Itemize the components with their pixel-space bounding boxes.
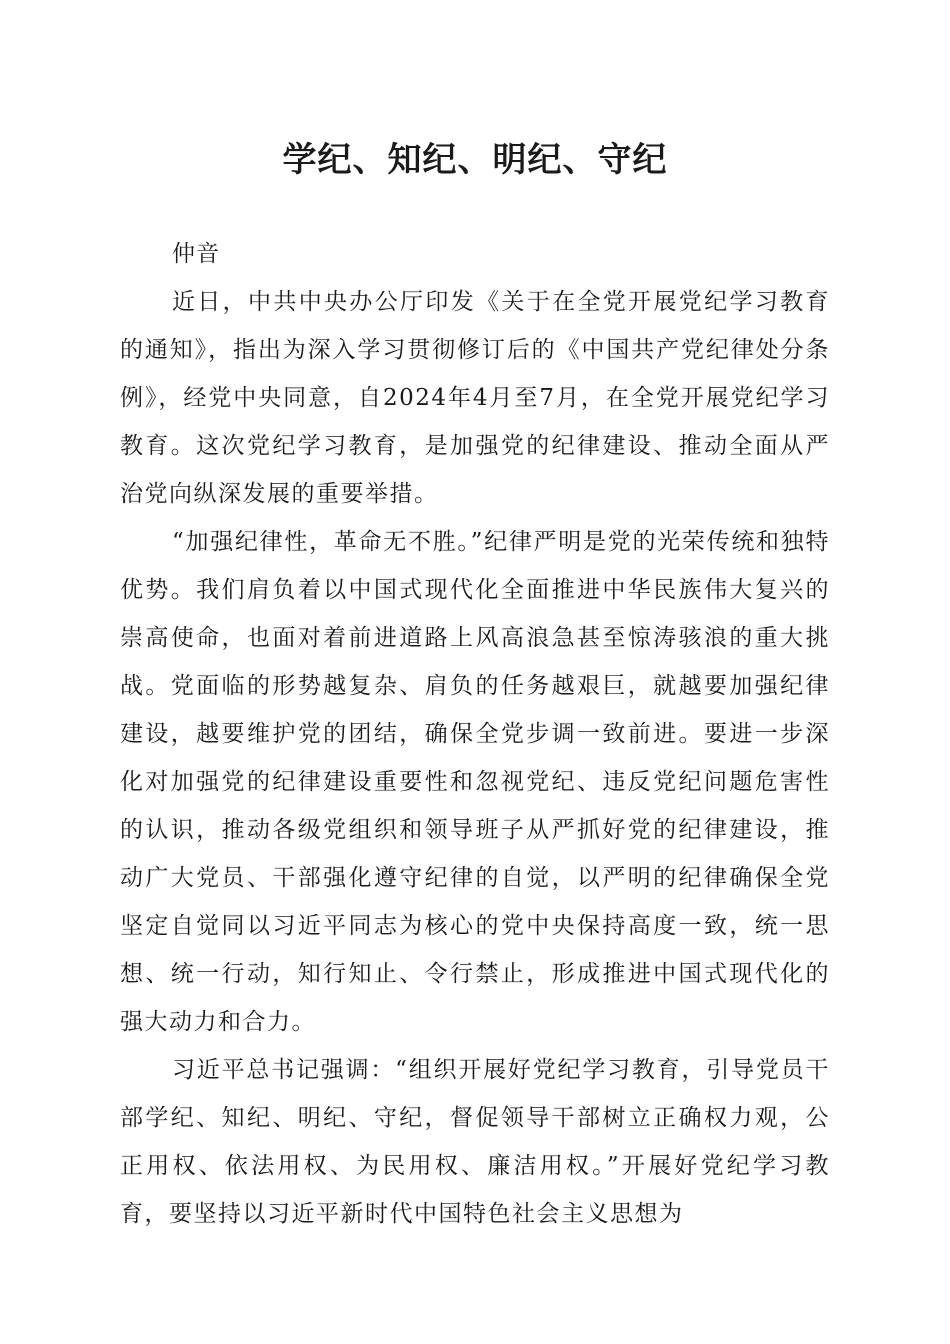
document-title: 学纪、知纪、明纪、守纪 bbox=[282, 140, 668, 180]
paragraph-2: “加强纪律性，革命无不胜。”纪律严明是党的光荣传统和独特优势。我们肩负着以中国式现代化全面推进中华民族伟大复兴的崇高使命，也面对着前进道路上风高浪急甚至惊涛骇浪的重大挑战。党面临的形势越复杂、肩负的任务越艰巨，就越要加强纪律建设，越要维护党的团结，确保全党步调一致前进。要进一步深化对加强党的纪律建设重要性和忽视党纪、违反党纪问题危害性的认识，推动各级党组织和领导班子从严抓好党的纪律建设，推动广大党员、干部强化遵守纪律的自觉，以严明的纪律确保全党坚定自觉同以习近平同志为核心的党中央保持高度一致，统一思想、统一行动，知行知止、令行禁止，形成推进中国式现代化的强大动力和合力。 bbox=[120, 529, 830, 1035]
paragraph-1: 近日，中共中央办公厅印发《关于在全党开展党纪学习教育的通知》，指出为深入学习贯彻修订后的《中国共产党纪律处分条例》，经党中央同意，自2024年4月至7月，在全党开展党纪学习教育。这次党纪学习教育，是加强党的纪律建设、推动全面从严治党向纵深发展的重要举措。 bbox=[120, 289, 830, 507]
author-name: 仲音 bbox=[172, 241, 220, 267]
document-body bbox=[120, 230, 830, 1238]
paragraph-3: 习近平总书记强调：“组织开展好党纪学习教育，引导党员干部学纪、知纪、明纪、守纪，督促领导干部树立正确权力观，公正用权、依法用权、为民用权、廉洁用权。”开展好党纪学习教育，要坚持以习近平新时代中国特色社会主义思想为 bbox=[120, 1057, 830, 1227]
